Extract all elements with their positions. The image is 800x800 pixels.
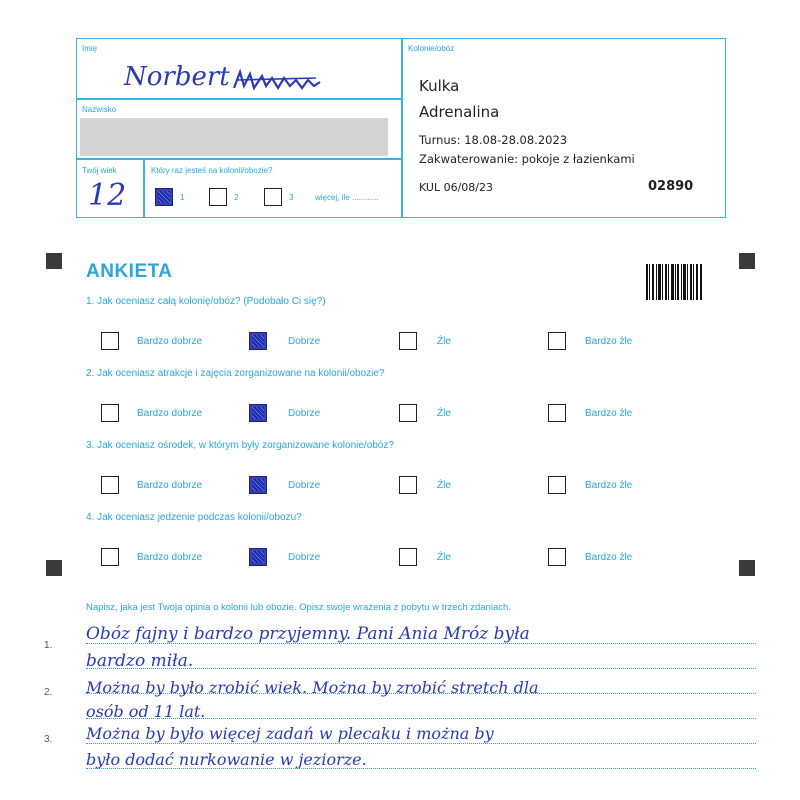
answer-option-label: Bardzo dobrze <box>137 336 203 347</box>
imie-label: Imię <box>82 44 98 53</box>
ktory-raz-checkbox-2[interactable] <box>209 188 227 206</box>
opinion-prompt: Napisz, jaka jest Twoja opinia o kolonii lub obozie. Opisz swoje wrażenia z pobytu w trzech zdaniach. <box>86 602 511 613</box>
header-divider-vertical <box>401 38 403 218</box>
opinion-text-line[interactable]: było dodać nurkowanie w jeziorze. <box>86 750 367 769</box>
answer-option-label: Dobrze <box>288 336 321 347</box>
camp-code: KUL 06/08/23 <box>419 181 493 194</box>
answer-checkbox[interactable] <box>399 404 417 422</box>
answer-option-label: Dobrze <box>288 408 321 419</box>
registration-marker <box>739 253 755 269</box>
survey-title: ANKIETA <box>86 261 173 282</box>
header-divider-2 <box>76 158 402 160</box>
answer-checkbox[interactable] <box>101 548 119 566</box>
opinion-text-line[interactable]: Można by było zrobić wiek. Można by zrobić stretch dla <box>86 678 539 697</box>
answer-option-label: Źle <box>437 552 451 563</box>
header-divider-age <box>143 158 145 218</box>
answer-option-label: Źle <box>437 336 451 347</box>
answer-checkbox[interactable] <box>548 548 566 566</box>
ktory-raz-checkbox-3[interactable] <box>264 188 282 206</box>
imie-value[interactable]: Norbert <box>124 62 230 92</box>
opinion-text-line[interactable]: Można by było więcej zadań w plecaku i można by <box>86 724 494 743</box>
answer-option-label: Bardzo źle <box>585 336 633 347</box>
wiek-value[interactable]: 12 <box>88 178 127 213</box>
answer-checkbox[interactable] <box>548 476 566 494</box>
registration-marker <box>46 253 62 269</box>
answer-checkbox[interactable] <box>101 332 119 350</box>
answer-checkbox[interactable] <box>399 548 417 566</box>
answer-checkbox[interactable] <box>249 548 267 566</box>
kolonie-label: Kolonie/obóz <box>408 44 455 53</box>
registration-marker <box>46 560 62 576</box>
answer-option-label: Bardzo dobrze <box>137 480 203 491</box>
question-text: 1. Jak oceniasz całą kolonię/obóz? (Podobało Ci się?) <box>86 296 326 307</box>
opinion-line <box>86 743 756 744</box>
answer-checkbox[interactable] <box>548 332 566 350</box>
opinion-text-line[interactable]: bardzo miła. <box>86 651 194 671</box>
barcode-icon <box>646 264 702 300</box>
camp-name: Kulka <box>419 77 460 95</box>
ktory-raz-option-1: 1 <box>180 193 185 202</box>
answer-checkbox[interactable] <box>399 332 417 350</box>
ktory-raz-label: Który raz jesteś na kolonii/obozie? <box>151 166 273 175</box>
answer-checkbox[interactable] <box>249 332 267 350</box>
wiek-label: Twój wiek <box>82 166 117 175</box>
answer-checkbox[interactable] <box>249 404 267 422</box>
form-number: 02890 <box>648 179 694 194</box>
answer-checkbox[interactable] <box>101 476 119 494</box>
answer-option-label: Bardzo dobrze <box>137 552 203 563</box>
answer-option-label: Źle <box>437 408 451 419</box>
line-number: 1. <box>44 640 53 651</box>
ktory-raz-option-2: 2 <box>234 193 239 202</box>
registration-marker <box>739 560 755 576</box>
answer-checkbox[interactable] <box>548 404 566 422</box>
ktory-raz-checkbox-1[interactable] <box>155 188 173 206</box>
question-text: 2. Jak oceniasz atrakcje i zajęcia zorganizowane na kolonii/obozie? <box>86 368 385 379</box>
answer-checkbox[interactable] <box>249 476 267 494</box>
camp-subname: Adrenalina <box>419 103 500 121</box>
answer-option-label: Bardzo źle <box>585 408 633 419</box>
answer-option-label: Bardzo źle <box>585 480 633 491</box>
answer-option-label: Dobrze <box>288 480 321 491</box>
line-number: 2. <box>44 687 53 698</box>
ktory-raz-option-more: więcej, ile ............ <box>315 193 379 202</box>
answer-option-label: Dobrze <box>288 552 321 563</box>
line-number: 3. <box>44 734 53 745</box>
question-text: 3. Jak oceniasz ośrodek, w którym były zorganizowane kolonie/obóz? <box>86 440 394 451</box>
answer-option-label: Bardzo źle <box>585 552 633 563</box>
answer-option-label: Bardzo dobrze <box>137 408 203 419</box>
nazwisko-label: Nazwisko <box>82 105 117 114</box>
ktory-raz-option-3: 3 <box>289 193 294 202</box>
answer-option-label: Źle <box>437 480 451 491</box>
surname-scribble <box>232 68 322 92</box>
header-divider-1 <box>76 98 402 100</box>
answer-checkbox[interactable] <box>101 404 119 422</box>
turnus: Turnus: 18.08-28.08.2023 <box>419 133 568 147</box>
opinion-text-line[interactable]: osób od 11 lat. <box>86 702 206 721</box>
answer-checkbox[interactable] <box>399 476 417 494</box>
question-text: 4. Jak oceniasz jedzenie podczas kolonii/obozu? <box>86 512 302 523</box>
zakwaterowanie: Zakwaterowanie: pokoje z łazienkami <box>419 152 635 166</box>
redacted-surname <box>80 118 388 156</box>
opinion-text-line[interactable]: Obóz fajny i bardzo przyjemny. Pani Ania Mróz była <box>86 624 530 644</box>
